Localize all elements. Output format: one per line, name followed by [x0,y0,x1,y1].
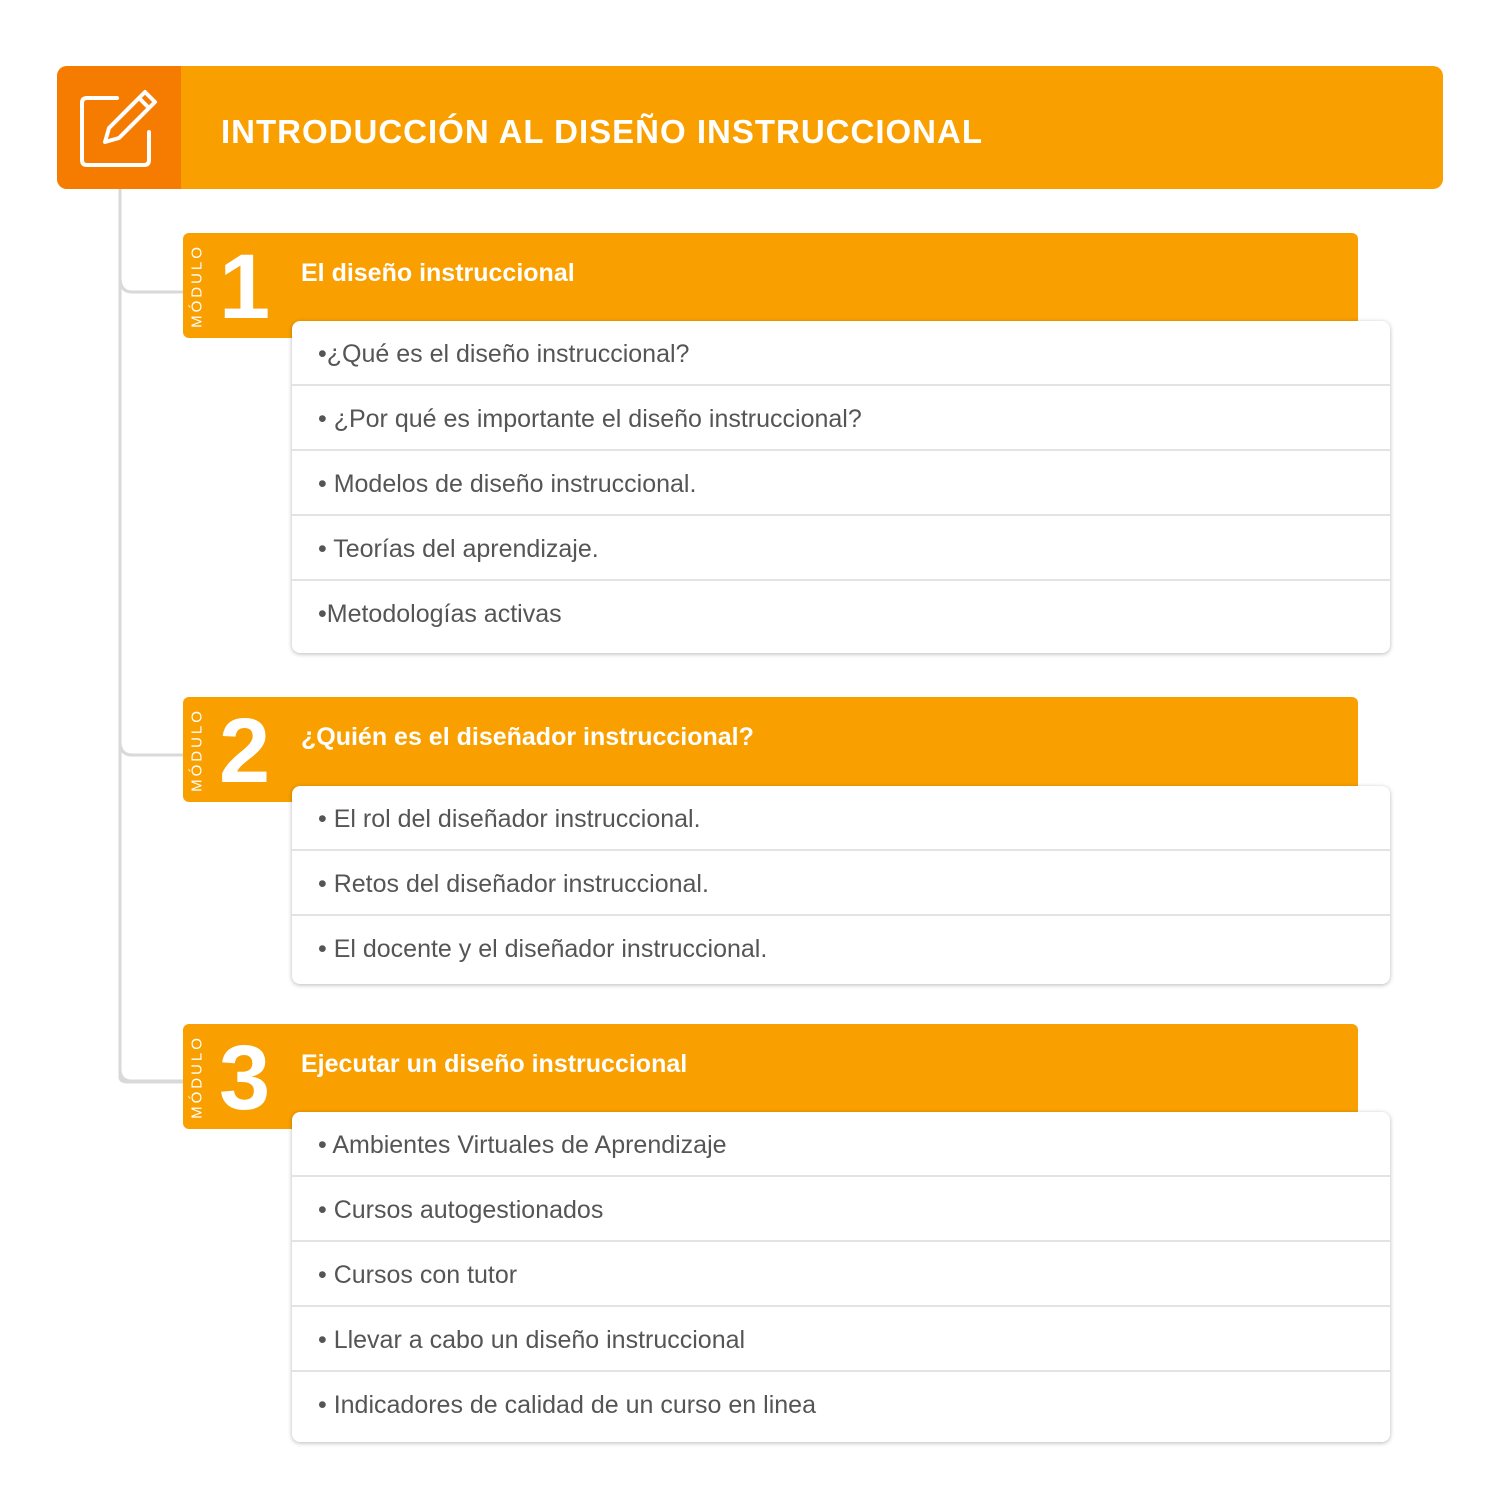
module-title: Ejecutar un diseño instruccional [301,1050,688,1078]
list-item[interactable]: • Retos del diseñador instruccional. [292,851,1390,916]
list-item[interactable]: • El docente y el diseñador instruccional. [318,935,768,963]
module-2-topics [292,786,1390,984]
list-item[interactable]: • Modelos de diseño instruccional. [292,451,1390,516]
list-item[interactable]: • Cursos con tutor [292,1242,1390,1307]
list-item[interactable]: • Cursos autogestionados [292,1177,1390,1242]
module-number: 3 [219,1027,271,1129]
list-item[interactable]: •Metodologías activas [318,600,562,628]
tree-connector [110,189,190,1089]
edit-icon [77,88,159,170]
course-header [57,66,1443,189]
icon-box [57,66,181,189]
module-label: MÓDULO [188,1034,206,1119]
module-number: 1 [219,236,271,338]
module-title: El diseño instruccional [301,259,575,287]
page-title: INTRODUCCIÓN AL DISEÑO INSTRUCCIONAL [221,113,983,150]
module-label: MÓDULO [188,243,206,328]
list-item[interactable]: • Llevar a cabo un diseño instruccional [292,1307,1390,1372]
list-item[interactable]: •¿Qué es el diseño instruccional? [292,321,1390,386]
module-number: 2 [219,700,271,802]
list-item[interactable]: • Teorías del aprendizaje. [292,516,1390,581]
list-item[interactable]: • El rol del diseñador instruccional. [292,786,1390,851]
list-item[interactable]: • Ambientes Virtuales de Aprendizaje [292,1112,1390,1177]
module-3-topics [292,1112,1390,1442]
module-title: ¿Quién es el diseñador instruccional? [301,723,754,751]
module-label: MÓDULO [188,707,206,792]
list-item[interactable]: • Indicadores de calidad de un curso en linea [318,1391,816,1419]
list-item[interactable]: • ¿Por qué es importante el diseño instruccional? [292,386,1390,451]
module-1-topics [292,321,1390,653]
